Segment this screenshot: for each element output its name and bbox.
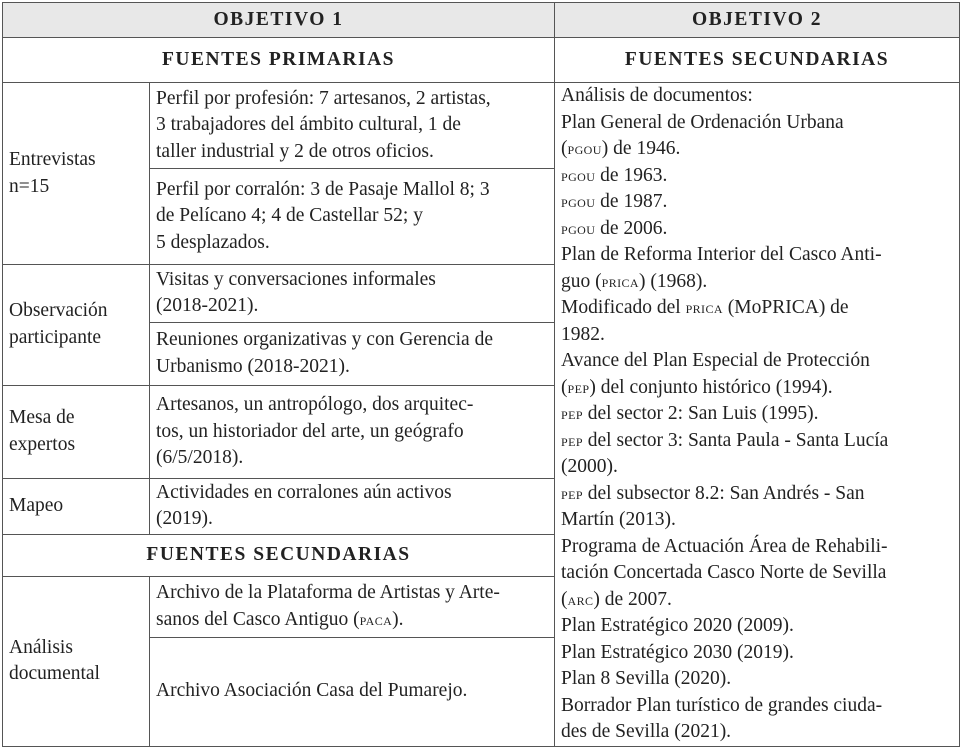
desc-line: Reuniones organizativas y con Gerencia de: [156, 329, 493, 351]
category-observacion: [3, 265, 150, 386]
doc-line: (2000).: [561, 456, 618, 477]
subheader-fuentes-secundarias-right: FUENTES SECUNDARIAS: [555, 38, 960, 83]
category-label: Observación: [9, 300, 108, 322]
category-analisis-documental: [3, 576, 150, 746]
category-mapeo: [3, 478, 150, 534]
abbr-pep: pep: [561, 404, 583, 423]
doc-line: pep del sector 2: San Luis (1995).: [561, 403, 819, 424]
desc-line: (2018-2021).: [156, 295, 259, 317]
doc-line: (arc) de 2007.: [561, 588, 672, 610]
doc-line: 1982.: [561, 323, 605, 345]
doc-line: pgou de 1987.: [561, 191, 668, 212]
category-label: documental: [9, 663, 100, 685]
desc-line: Artesanos, un antropólogo, dos arquitec-: [156, 394, 474, 415]
abbr-prica: prica: [601, 271, 639, 291]
doc-line: pgou de 2006.: [561, 217, 668, 239]
doc-line: (pep) del conjunto histórico (1994).: [561, 376, 833, 398]
desc-line: 3 trabajadores del ámbito cultural, 1 de: [156, 114, 461, 136]
category-label: n=15: [9, 175, 50, 197]
doc-line: Plan Estratégico 2030 (2019).: [561, 641, 794, 663]
desc-line: (6/5/2018).: [156, 447, 244, 468]
doc-line: Análisis de documentos:: [561, 85, 753, 106]
desc-entrevistas-corralon: [150, 169, 555, 265]
desc-line: 5 desplazados.: [156, 231, 270, 253]
desc-line: Perfil por profesión: 7 artesanos, 2 artistas,: [156, 87, 491, 109]
desc-line: Archivo de la Plataforma de Artistas y Arte-: [156, 582, 500, 604]
abbr-arc: arc: [567, 589, 594, 609]
abbr-paca: paca: [359, 609, 393, 629]
doc-line: pep del sector 3: Santa Paula - Santa Lucía: [561, 429, 889, 451]
doc-line: Avance del Plan Especial de Protección: [561, 350, 870, 371]
desc-mesa-expertos: [150, 385, 555, 478]
doc-line: tación Concertada Casco Norte de Sevilla: [561, 562, 887, 583]
doc-line: pep del subsector 8.2: San Andrés - San: [561, 482, 865, 504]
category-label: Mesa de: [9, 407, 75, 429]
abbr-pep: pep: [561, 430, 583, 450]
desc-line: Perfil por corralón: 3 de Pasaje Mallol 8; 3: [156, 178, 490, 200]
header-objetivo-1: OBJETIVO 1: [3, 3, 555, 38]
subheader-fuentes-secundarias-left: FUENTES SECUNDARIAS: [3, 534, 555, 576]
doc-line: Programa de Actuación Área de Rehabili-: [561, 535, 888, 557]
desc-line: Visitas y conversaciones informales: [156, 268, 436, 290]
desc-line: Archivo Asociación Casa del Pumarejo.: [156, 680, 468, 702]
desc-mapeo: [150, 478, 555, 534]
abbr-pep: pep: [561, 483, 583, 503]
doc-line: (pgou) de 1946.: [561, 138, 681, 159]
category-mesa-expertos: [3, 385, 150, 478]
abbr-pgou: pgou: [561, 192, 596, 211]
category-entrevistas: [3, 83, 150, 265]
category-label: participante: [9, 326, 102, 348]
desc-observacion-visitas: [150, 265, 555, 323]
doc-line: Modificado del prica (MoPRICA) de: [561, 297, 849, 318]
desc-line: tos, un historiador del arte, un geógrafo: [156, 420, 464, 442]
subheader-fuentes-primarias: FUENTES PRIMARIAS: [3, 38, 555, 83]
desc-line: Actividades en corralones aún activos: [156, 481, 452, 503]
desc-line: de Pelícano 4; 4 de Castellar 52; y: [156, 205, 423, 227]
abbr-pgou: pgou: [567, 139, 602, 158]
desc-archivo-pumarejo: [150, 637, 555, 746]
doc-line: pgou de 1963.: [561, 164, 668, 186]
secundarias-documentos: [555, 83, 960, 747]
sources-table: [2, 2, 960, 747]
category-label: expertos: [9, 433, 76, 455]
doc-line: Plan 8 Sevilla (2020).: [561, 668, 732, 689]
doc-line: Plan General de Ordenación Urbana: [561, 111, 844, 133]
doc-line: Plan de Reforma Interior del Casco Anti-: [561, 244, 882, 265]
category-label: Análisis: [9, 636, 73, 658]
doc-line: Martín (2013).: [561, 509, 676, 530]
abbr-pgou: pgou: [561, 165, 596, 185]
desc-entrevistas-profesion: [150, 83, 555, 169]
desc-archivo-paca: [150, 576, 555, 637]
category-label: Mapeo: [9, 495, 64, 516]
category-label: Entrevistas: [9, 149, 96, 170]
header-objetivo-2: OBJETIVO 2: [555, 3, 960, 38]
doc-line: des de Sevilla (2021).: [561, 721, 732, 742]
abbr-pgou: pgou: [561, 218, 596, 238]
doc-line: guo (prica) (1968).: [561, 270, 708, 292]
abbr-prica: prica: [685, 298, 723, 317]
doc-line: Borrador Plan turístico de grandes ciuda-: [561, 694, 883, 716]
doc-line: Plan Estratégico 2020 (2009).: [561, 615, 794, 636]
desc-line: (2019).: [156, 508, 213, 530]
desc-line: Urbanismo (2018-2021).: [156, 355, 350, 377]
desc-line: taller industrial y 2 de otros oficios.: [156, 140, 434, 162]
abbr-pep: pep: [567, 377, 590, 397]
desc-line: sanos del Casco Antiguo (paca).: [156, 608, 404, 630]
desc-observacion-reuniones: [150, 322, 555, 385]
